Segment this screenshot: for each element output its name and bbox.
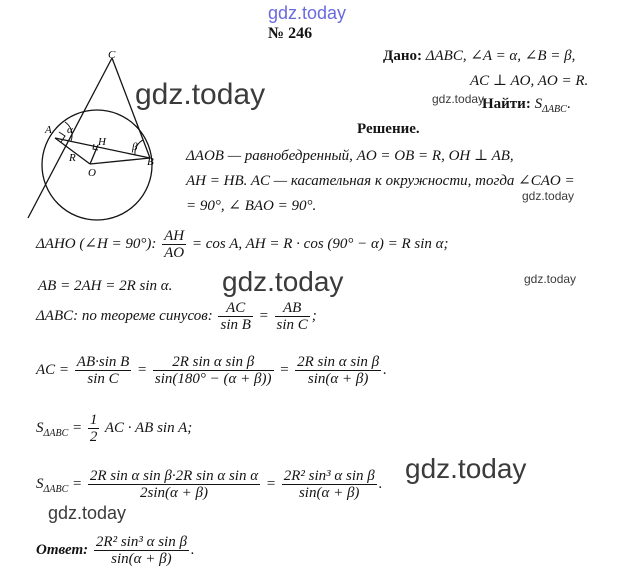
- fraction-1: [75, 354, 132, 387]
- fraction-num: 2R² sin³ α sin β: [95, 534, 187, 550]
- area-symbol: S: [36, 475, 44, 492]
- label-o: O: [88, 167, 96, 179]
- answer-label: Ответ:: [36, 541, 89, 558]
- solution-line-9: [36, 468, 382, 501]
- line8-rest: AC · AB sin A;: [104, 419, 193, 436]
- given-text-1: ΔABC, ∠A = α, ∠B = β,: [425, 48, 576, 64]
- fraction-4: [88, 468, 260, 501]
- line7-lhs: AC =: [36, 361, 70, 378]
- fraction-num: 2R sin α sin β: [297, 354, 380, 370]
- line6-end: ;: [311, 307, 317, 324]
- answer-end: .: [190, 541, 195, 558]
- fraction-ah-ao: [162, 228, 186, 261]
- fraction-num: 2R sin α sin β: [153, 354, 274, 371]
- equals: =: [279, 361, 290, 378]
- line9-end: .: [378, 475, 383, 492]
- solution-line-4: [36, 228, 449, 261]
- answer-line: [36, 534, 195, 567]
- fraction-den: sin(α + β): [307, 371, 369, 387]
- find-subscript: ΔABC: [542, 104, 567, 115]
- label-h: H: [98, 136, 106, 148]
- fraction-den: sin(180° − (α + β)): [154, 371, 272, 387]
- label-b: B: [147, 156, 154, 168]
- fraction-num: AH: [164, 228, 185, 244]
- given-label: Дано:: [383, 48, 422, 64]
- fraction-num: AC: [218, 300, 252, 317]
- solution-line-8: [36, 412, 192, 445]
- given-line-2: AC ⊥ AO, AO = R.: [470, 73, 589, 89]
- fraction-den: AO: [164, 245, 185, 261]
- label-c: C: [108, 49, 116, 61]
- find-end: .: [566, 96, 571, 112]
- line4-rest: = cos A, AH = R · cos (90° − α) = R sin α;: [191, 235, 449, 252]
- watermark-large: gdz.today: [135, 78, 266, 111]
- answer-fraction: [94, 534, 189, 567]
- watermark-small: gdz.today: [524, 272, 577, 286]
- label-a: A: [45, 124, 52, 136]
- fraction-3: [295, 354, 381, 387]
- radius-ob: [90, 158, 150, 164]
- solution-line-3: = 90°, ∠ BAO = 90°.: [186, 198, 317, 214]
- equals: =: [265, 475, 276, 492]
- solution-line-6: [36, 300, 317, 333]
- solution-line-5: AB = 2AH = 2R sin α.: [38, 278, 173, 294]
- fraction-den: 2sin(α + β): [140, 485, 208, 501]
- equals: =: [72, 475, 83, 492]
- label-beta: β: [132, 141, 138, 153]
- equals: =: [137, 361, 148, 378]
- fraction-num: 2R sin α sin β·2R sin α sin α: [89, 468, 259, 484]
- fraction-den: sin C: [87, 371, 119, 387]
- fraction-den: 2: [89, 429, 98, 445]
- solution-line-7: [36, 354, 387, 387]
- segment-cb: [112, 58, 150, 158]
- watermark-small: gdz.today: [522, 189, 575, 203]
- fraction-ac-sinb: [218, 300, 252, 333]
- fraction-den: sin(α + β): [111, 551, 172, 567]
- find-label: Найти:: [482, 96, 531, 112]
- watermark-large: gdz.today: [405, 453, 527, 484]
- solution-line-2: AH = HB. AC — касательная к окружности, тогда ∠CAO =: [186, 173, 575, 189]
- segment-oh: [90, 145, 98, 164]
- fraction-den: sin C: [276, 317, 308, 333]
- equals: =: [258, 307, 269, 324]
- line4-prefix: ΔAHO (∠H = 90°):: [36, 235, 157, 252]
- fraction-ab-sinc: [275, 300, 310, 333]
- fraction-den: sin B: [220, 317, 251, 333]
- fraction-num: AB·sin B: [76, 354, 130, 370]
- given-line-1: [383, 46, 575, 65]
- circle: [42, 110, 152, 220]
- fraction-half: [88, 412, 100, 445]
- fraction-5: [282, 468, 377, 501]
- find-line: [482, 96, 571, 115]
- area-subscript: ΔABC: [43, 483, 69, 495]
- fraction-2: [153, 354, 274, 387]
- fraction-den: sin(α + β): [298, 485, 360, 501]
- area-subscript: ΔABC: [43, 427, 69, 439]
- problem-number: № 246: [268, 25, 313, 42]
- fraction-num: 2R² sin³ α sin β: [283, 468, 375, 484]
- fraction-num: AB: [275, 300, 310, 317]
- watermark-top: gdz.today: [268, 3, 347, 23]
- geometry-figure: [22, 48, 172, 226]
- fraction-num: 1: [89, 412, 98, 428]
- line6-prefix: ΔABC: по теореме синусов:: [36, 307, 213, 324]
- line7-end: .: [383, 361, 387, 378]
- area-symbol: S: [36, 419, 44, 436]
- label-r: R: [69, 152, 76, 164]
- watermark-large: gdz.today: [222, 266, 344, 297]
- label-alpha: α: [67, 124, 73, 136]
- watermark-small: gdz.today: [432, 92, 485, 106]
- watermark-small: gdz.today: [48, 503, 127, 523]
- solution-heading: Решение.: [357, 121, 420, 137]
- find-value: S: [534, 96, 543, 112]
- solution-line-1: ΔAOB — равнобедренный, AO = OB = R, OH ⊥ AB,: [186, 148, 514, 164]
- equals: =: [72, 419, 83, 436]
